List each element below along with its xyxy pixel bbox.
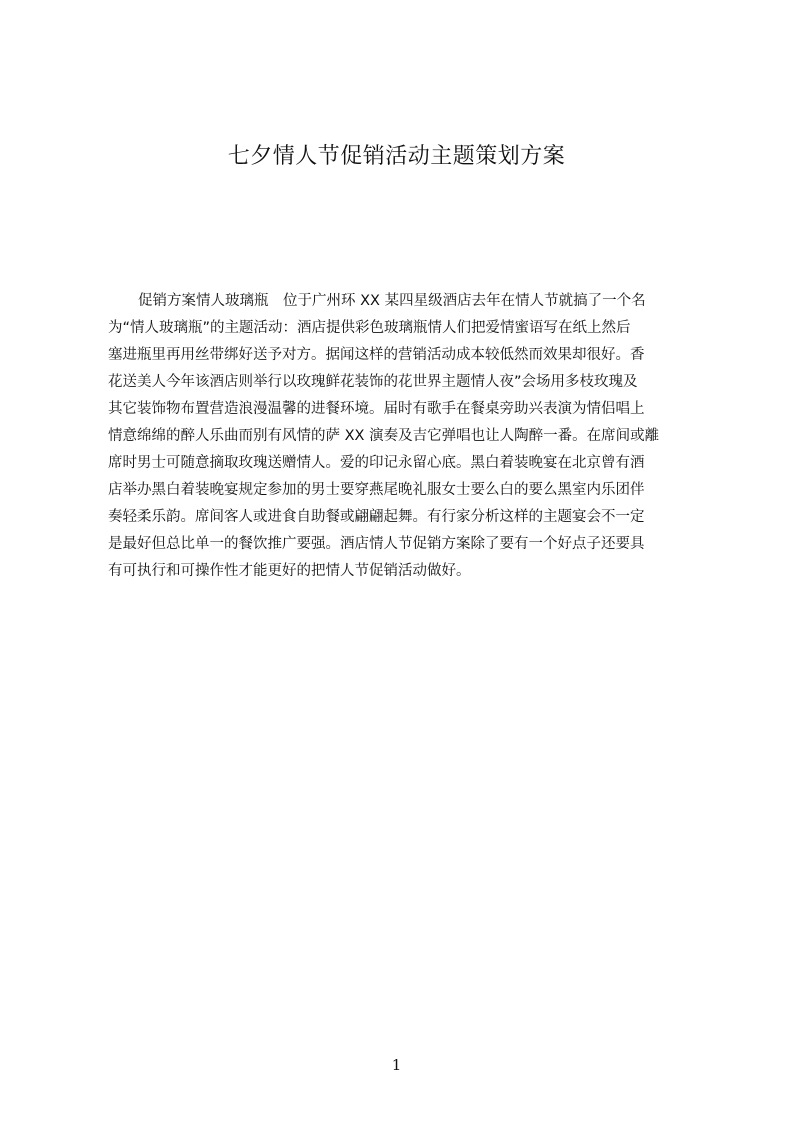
body-line: 奏轻柔乐韵。席间客人或进食自助餐或翩翩起舞。有行家分析这样的主题宴会不一定 (108, 509, 645, 525)
body-line: 有可执行和可操作性才能更好的把情人节促销活动做好。 (108, 563, 471, 579)
body-line: 店举办黑白着装晚宴规定参加的男士要穿燕尾晚礼服女士要么白的要么黑室内乐团伴 (108, 482, 645, 498)
document-title: 七夕情人节促销活动主题策划方案 (227, 144, 566, 169)
page-number: 1 (391, 1056, 402, 1074)
body-paragraph (108, 288, 698, 585)
body-line: 塞进瓶里再用丝带绑好送予对方。据闻这样的营销活动成本较低然而效果却很好。香 (108, 347, 645, 363)
body-line: 花送美人今年该酒店则举行以玫瑰鲜花装饰的花世界主题情人夜”会场用多枝玫瑰及 (108, 374, 638, 390)
body-line: 促销方案情人玻璃瓶 位于广州环 XX 某四星级酒店去年在情人节就搞了一个名 (138, 293, 646, 309)
body-line: 席时男士可随意摘取玫瑰送赠情人。爱的印记永留心底。黑白着装晚宴在北京曾有酒 (108, 455, 645, 471)
body-line: 为“情人玻璃瓶”的主题活动：酒店提供彩色玻璃瓶情人们把爱情蜜语写在纸上然后 (108, 320, 631, 336)
body-line: 是最好但总比单一的餐饮推广要强。酒店情人节促销方案除了要有一个好点子还要具 (108, 536, 645, 552)
body-line: 其它装饰物布置营造浪漫温馨的进餐环境。届时有歌手在餐桌旁助兴表演为情侣唱上 (108, 401, 645, 417)
body-line: 情意绵绵的醉人乐曲而别有风情的萨 XX 演奏及吉它弹唱也让人陶醉一番。在席间或離 (108, 428, 660, 444)
